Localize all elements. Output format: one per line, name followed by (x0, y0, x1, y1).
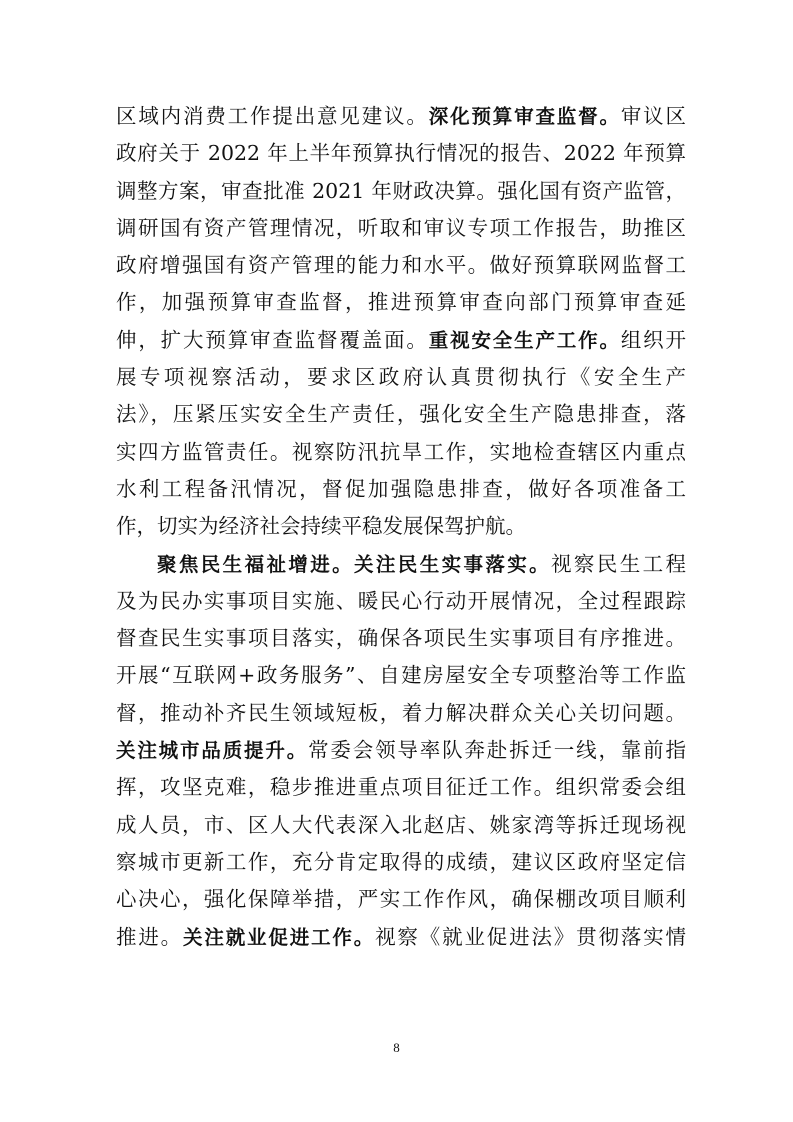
bold-heading: 聚焦民生福祉增进。关注民生实事落实。 (157, 552, 552, 576)
text-segment: 推进。 (116, 924, 184, 949)
text-line (116, 322, 686, 359)
text-segment: 法》，压紧压实安全生产责任，强化安全生产隐患排查，落 (116, 402, 686, 427)
page-body (116, 98, 686, 956)
text-segment: 心决心，强化保障举措，严实工作作风，确保棚改项目顺利 (116, 887, 686, 912)
text-line (116, 546, 686, 583)
text-segment: 调研国有资产管理情况，听取和审议专项工作报告，助推区 (116, 215, 686, 240)
bold-heading: 关注城市品质提升。 (116, 739, 309, 763)
bold-heading: 关注就业促进工作。 (183, 925, 376, 949)
text-segment: 督，推动补齐民生领域短板，着力解决群众关心关切问题。 (116, 700, 686, 725)
text-line (116, 583, 686, 620)
text-line (116, 434, 686, 471)
text-line (116, 769, 686, 806)
text-segment: 视察《就业促进法》贯彻落实情 (375, 924, 687, 949)
text-segment: 审议区 (620, 104, 687, 128)
text-line (116, 620, 686, 657)
text-line (116, 210, 686, 247)
page-number: 8 (393, 1040, 400, 1055)
paragraph (116, 546, 686, 956)
text-segment: 展专项视察活动，要求区政府认真贯彻执行《安全生产 (116, 365, 686, 390)
bold-heading: 深化预算审查监督。 (428, 105, 621, 128)
text-line (116, 919, 686, 956)
text-line (116, 135, 686, 172)
paragraph (116, 98, 686, 546)
text-line (116, 844, 686, 881)
text-segment: 区域内消费工作提出意见建议。 (116, 104, 429, 128)
text-segment: 及为民办实事项目实施、暖民心行动开展情况，全过程跟踪 (116, 588, 686, 613)
text-segment: 成人员，市、区人大代表深入北赵店、姚家湾等拆迁现场视 (116, 812, 686, 837)
text-line (116, 173, 686, 210)
text-segment: 实四方监管责任。视察防汛抗旱工作，实地检查辖区内重点 (116, 439, 686, 464)
text-segment: 政府增强国有资产管理的能力和水平。做好预算联网监督工 (116, 253, 686, 278)
text-line (116, 657, 686, 694)
text-line (116, 98, 686, 135)
text-segment: 作，切实为经济社会持续平稳发展保驾护航。 (116, 514, 526, 539)
bold-heading: 重视安全生产工作。 (428, 328, 621, 352)
text-line (116, 396, 686, 433)
text-line (116, 247, 686, 284)
text-line (116, 732, 686, 769)
text-line (116, 359, 686, 396)
text-segment: 督查民生实事项目落实，确保各项民生实事项目有序推进。 (116, 626, 686, 651)
text-line (116, 508, 686, 545)
text-segment: 组织开 (620, 327, 687, 352)
text-segment: 伸，扩大预算审查监督覆盖面。 (116, 327, 429, 352)
text-segment: 水利工程备汛情况，督促加强隐患排查，做好各项准备工 (116, 476, 686, 501)
text-segment: 常委会领导率队奔赴拆迁一线，靠前指 (308, 738, 686, 763)
text-segment: 调整方案，审查批准 2021 年财政决算。强化国有资产监管， (116, 178, 686, 203)
text-segment: 察城市更新工作，充分肯定取得的成绩，建议区政府坚定信 (116, 849, 686, 874)
text-segment: 政府关于 2022 年上半年预算执行情况的报告、2022 年预算 (116, 141, 686, 166)
text-segment: 开展“互联网+政务服务”、自建房屋安全专项整治等工作监 (116, 663, 686, 688)
text-line (116, 284, 686, 321)
text-segment: 作，加强预算审查监督，推进预算审查向部门预算审查延 (116, 290, 686, 315)
text-line (116, 471, 686, 508)
text-line (116, 695, 686, 732)
text-line (116, 881, 686, 918)
text-segment: 挥，攻坚克难，稳步推进重点项目征迁工作。组织常委会组 (116, 775, 686, 800)
text-line (116, 807, 686, 844)
text-segment: 视察民生工程 (551, 551, 686, 576)
